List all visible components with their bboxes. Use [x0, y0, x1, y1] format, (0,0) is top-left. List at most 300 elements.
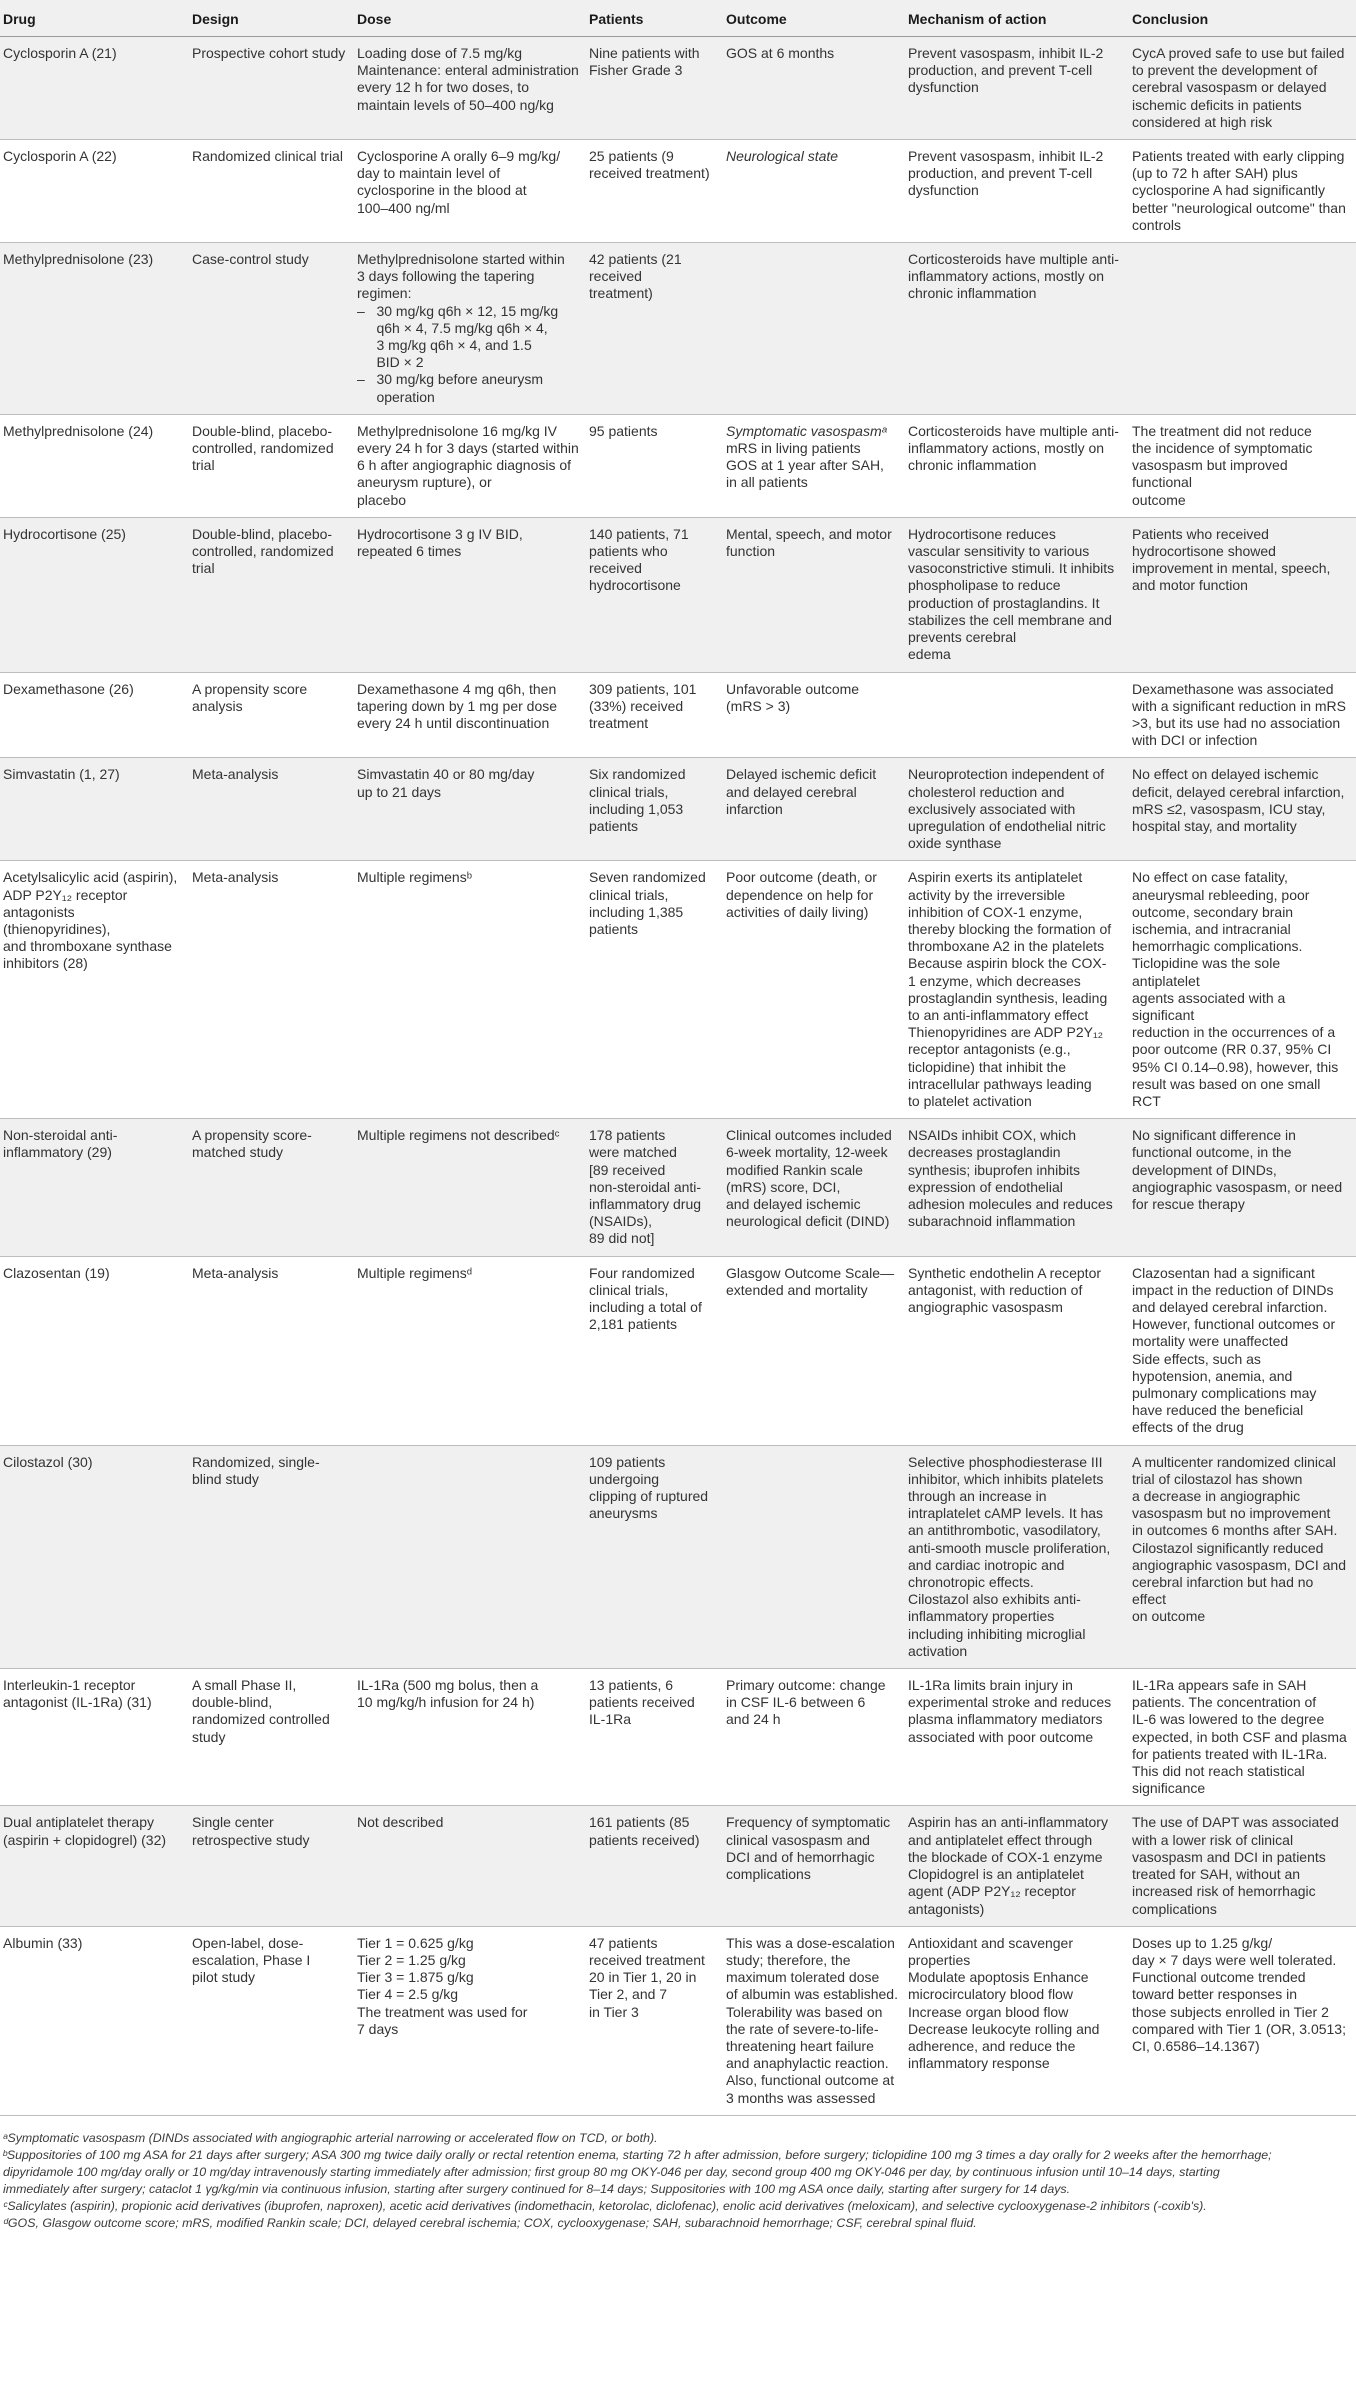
cell-line: Glasgow Outcome Scale— [726, 1264, 895, 1281]
cell-line: Neuroprotection independent of [908, 766, 1105, 783]
cell-line: through an increase in [908, 1488, 1047, 1505]
cell-line: for rescue therapy [1132, 1195, 1245, 1212]
cell-line: IL-1Ra appears safe in SAH [1132, 1677, 1307, 1694]
cell-patients [586, 1256, 723, 1445]
cell-line: to prevent the development of [1132, 62, 1318, 79]
cell-line: (NSAIDs), [589, 1213, 652, 1230]
cell-line: microcirculatory blood flow [908, 1986, 1073, 2003]
cell-line: Acetylsalicylic acid (aspirin), [3, 869, 178, 886]
cell-line: phospholipase to reduce [908, 577, 1061, 594]
cell-line: outcome [1132, 491, 1186, 508]
cell-line: and antiplatelet effect through [908, 1831, 1093, 1848]
cell-mechanism [905, 758, 1129, 861]
cell-conclusion [1129, 517, 1356, 672]
cell-line: of albumin was established. [726, 1986, 898, 2003]
cell-line: 20 in Tier 1, 20 in [589, 1969, 697, 1986]
cell-line: agent (ADP P2Y₁₂ receptor [908, 1883, 1076, 1900]
cell-line: patients received [589, 1694, 695, 1711]
cell-line: Methylprednisolone (24) [3, 422, 154, 439]
cell-line: agents associated with a significant [1132, 989, 1290, 1023]
cell-line: better "neurological outcome" than [1132, 199, 1346, 216]
cell-conclusion [1129, 758, 1356, 861]
cell-line: matched study [192, 1144, 284, 1161]
cell-line: up to 21 days [357, 783, 442, 800]
column-header-drug: Drug [0, 0, 189, 37]
cell-line: 2,181 patients [589, 1316, 677, 1333]
cell-mechanism [905, 243, 1129, 415]
cell-line: hospital stay, and mortality [1132, 817, 1297, 834]
cell-line: intraplatelet cAMP levels. It has [908, 1505, 1104, 1522]
cell-line: dysfunction [908, 182, 979, 199]
cell-line: day to maintain level of [357, 165, 501, 182]
cell-line: Hydrocortisone (25) [3, 525, 126, 542]
cell-line: Prospective cohort study [192, 45, 346, 61]
cell-line: mRS in living patients [726, 440, 861, 457]
footnote-line: ᵈGOS, Glasgow outcome score; mRS, modified Rankin scale; DCI, delayed cerebral ischemia; COX, cyclooxygenase; SAH, subarachnoid hemorrhage; CSF, cerebral spinal fluid. [3, 2216, 977, 2230]
cell-line: Prevent vasospasm, inhibit IL-2 [908, 148, 1104, 165]
cell-line: on outcome [1132, 1608, 1206, 1625]
cell-line: Mental, speech, and motor [726, 525, 892, 542]
cell-line: inflammatory (29) [3, 1144, 112, 1161]
cell-line: inhibitors (28) [3, 955, 88, 972]
cell-line: A propensity score [192, 680, 308, 697]
cell-line: clinical vasospasm and [726, 1831, 870, 1848]
cell-mechanism [905, 861, 1129, 1119]
cell-line: trial [192, 457, 215, 474]
footnote-line: ᵇSuppositories of 100 mg ASA for 21 days after surgery; ASA 300 mg twice daily orally or rectal retention enema, starting 72 h after admission, before surgery; ticlopidine 100 mg 3 times a day orally for 2 weeks after the hemorrhage; [3, 2148, 1272, 2162]
footnote-line: immediately after surgery; cataclot 1 γg/kg/min via continuous infusion, starting after surgery continued for 8–14 days; Suppositories with 100 mg ASA once daily, starting after surgery for 14 days. [3, 2182, 1071, 2196]
cell-design [189, 37, 354, 140]
cell-line: CycA proved safe to use but failed [1132, 45, 1345, 61]
cell-conclusion [1129, 1806, 1356, 1926]
cell-line: impact in the reduction of DINDs [1132, 1281, 1334, 1298]
cell-line: antagonist, with reduction of [908, 1281, 1083, 1298]
cell-line: Meta-analysis [192, 766, 279, 783]
cell-line: thromboxane A2 in the platelets [908, 938, 1105, 955]
footnote-line: ᵃSymptomatic vasospasm (DINDs associated with angiographic arterial narrowing or accelerated flow on TCD, or both). [3, 2131, 658, 2145]
column-header-patients: Patients [586, 0, 723, 37]
cell-line: 6-week mortality, 12-week [726, 1144, 888, 1161]
cell-line: However, functional outcomes or [1132, 1316, 1336, 1333]
cell-line: repeated 6 times [357, 543, 462, 560]
table-row [0, 1669, 1356, 1806]
cell-line: complications [726, 1866, 811, 1883]
cell-line: and cardiac inotropic and [908, 1556, 1065, 1573]
table-row [0, 517, 1356, 672]
cell-line: IL-6 was lowered to the degree [1132, 1711, 1325, 1728]
cell-line: A multicenter randomized clinical [1132, 1453, 1336, 1470]
table-row [0, 1926, 1356, 2115]
cell-line: and delayed ischemic [726, 1195, 861, 1212]
cell-line: reduction in the occurrences of a [1132, 1024, 1336, 1041]
cell-outcome [723, 1926, 905, 2115]
cell-design [189, 140, 354, 243]
table-row [0, 243, 1356, 415]
cell-line: production, and prevent T-cell [908, 62, 1093, 79]
cell-line: significance [1132, 1780, 1206, 1797]
cell-line: mortality were unaffected [1132, 1333, 1289, 1350]
cell-line: and anaphylactic reaction. [726, 2055, 889, 2072]
cell-line: vasospasm but improved functional [1132, 457, 1292, 491]
cell-line: expression of endothelial [908, 1178, 1063, 1195]
cell-line: those subjects enrolled in Tier 2 [1132, 2003, 1329, 2020]
cell-dose [354, 1445, 586, 1668]
cell-line: maximum tolerated dose [726, 1969, 880, 1986]
cell-line: inhibitor, which inhibits platelets [908, 1470, 1104, 1487]
cell-line: Multiple regimensᵈ [357, 1264, 472, 1281]
cell-line: 100–400 ng/ml [357, 199, 450, 216]
cell-line: modified Rankin scale [726, 1161, 863, 1178]
cell-line: (33%) received [589, 697, 684, 714]
cell-line: 95 patients [589, 422, 658, 439]
cell-line: 89 did not] [589, 1230, 655, 1247]
cell-patients [586, 1669, 723, 1806]
cell-line: result was based on one small RCT [1132, 1075, 1325, 1109]
cell-line: treatment [589, 714, 649, 731]
cell-drug [0, 1256, 189, 1445]
cell-dose [354, 1119, 586, 1256]
cell-dose [354, 1926, 586, 2115]
cell-line: Tier 2, and 7 [589, 1986, 668, 2003]
cell-line: Corticosteroids have multiple anti- [908, 251, 1119, 268]
cell-mechanism [905, 37, 1129, 140]
cell-line: decreases prostaglandin [908, 1144, 1061, 1161]
cell-line: functional outcome, in the [1132, 1144, 1292, 1161]
cell-line: aneurysm rupture), or [357, 474, 492, 491]
cell-conclusion [1129, 1926, 1356, 2115]
cell-design [189, 1926, 354, 2115]
cell-line: to an anti-inflammatory effect [908, 1006, 1089, 1023]
cell-dose [354, 1669, 586, 1806]
cell-mechanism [905, 414, 1129, 517]
cell-line: No effect on delayed ischemic [1132, 766, 1319, 783]
cell-line: synthesis; ibuprofen inhibits [908, 1161, 1080, 1178]
cell-line: IL-1Ra limits brain injury in [908, 1677, 1073, 1694]
cell-line: adherence, and reduce the [908, 2037, 1076, 2054]
cell-line: Dexamethasone (26) [3, 680, 134, 697]
cell-line: to platelet activation [908, 1092, 1032, 1109]
cell-line: 42 patients (21 [589, 251, 682, 268]
cell-drug [0, 243, 189, 415]
cell-line: q6h × 4, 7.5 mg/kg q6h × 4, [357, 319, 548, 336]
cell-line: Aspirin exerts its antiplatelet [908, 869, 1083, 886]
cell-line: This did not reach statistical [1132, 1763, 1305, 1780]
cell-line: the rate of severe-to-life- [726, 2020, 879, 2037]
cell-line: patients [589, 920, 639, 937]
table-row [0, 1445, 1356, 1668]
cell-line: in CSF IL-6 between 6 [726, 1694, 866, 1711]
cell-outcome [723, 1119, 905, 1256]
cell-line: Multiple regimensᵇ [357, 869, 472, 886]
cell-line: Loading dose of 7.5 mg/kg [357, 45, 523, 61]
cell-line: Thienopyridines are ADP P2Y₁₂ [908, 1024, 1104, 1041]
cell-line: Simvastatin 40 or 80 mg/day [357, 766, 535, 783]
cell-line: cyclosporine A had significantly [1132, 182, 1325, 199]
cell-patients [586, 1926, 723, 2115]
cell-drug [0, 1669, 189, 1806]
cell-drug [0, 140, 189, 243]
cell-outcome [723, 1806, 905, 1926]
cell-line: 161 patients (85 [589, 1814, 690, 1831]
cell-line: inflammatory drug [589, 1195, 702, 1212]
cell-patients [586, 1445, 723, 1668]
cell-outcome [723, 1256, 905, 1445]
cell-dose [354, 861, 586, 1119]
cell-line: NSAIDs inhibit COX, which [908, 1127, 1077, 1144]
cell-line: dependence on help for [726, 886, 874, 903]
cell-line: 3 months was assessed [726, 2089, 876, 2106]
cell-line: 13 patients, 6 [589, 1677, 674, 1694]
cell-design [189, 517, 354, 672]
cell-mechanism [905, 1445, 1129, 1668]
cell-line: No significant difference in [1132, 1127, 1296, 1144]
cell-line: chronic inflammation [908, 285, 1037, 302]
cell-drug [0, 414, 189, 517]
cell-line: considered at high risk [1132, 113, 1273, 130]
cell-line: 10 mg/kg/h infusion for 24 h) [357, 1694, 535, 1711]
cell-line: IL-1Ra (500 mg bolus, then a [357, 1677, 539, 1694]
cell-line: Cilostazol also exhibits anti- [908, 1591, 1081, 1608]
cell-line: 25 patients (9 [589, 148, 674, 165]
cell-line: cyclosporine in the blood at [357, 182, 527, 199]
cell-line: Not described [357, 1814, 444, 1831]
cell-line: with DCI or infection [1132, 732, 1258, 749]
cell-line: Prevent vasospasm, inhibit IL-2 [908, 45, 1104, 61]
cell-mechanism [905, 1926, 1129, 2115]
cell-line: Side effects, such as [1132, 1350, 1261, 1367]
table-body [0, 37, 1356, 2116]
cell-line: controlled, randomized [192, 440, 334, 457]
cell-line: Tier 1 = 0.625 g/kg [357, 1934, 474, 1951]
cell-outcome [723, 758, 905, 861]
cell-line: toward better responses in [1132, 1986, 1297, 2003]
cell-design [189, 1256, 354, 1445]
cell-line: hydrocortisone [589, 577, 681, 594]
cell-line: expected, in both CSF and plasma [1132, 1728, 1347, 1745]
cell-line: adhesion molecules and reduces [908, 1195, 1113, 1212]
cell-line: 109 patients [589, 1453, 666, 1470]
cell-line: poor outcome (RR 0.37, 95% CI [1132, 1041, 1332, 1058]
cell-line: patients. The concentration of [1132, 1694, 1317, 1711]
cell-line: received [589, 268, 642, 285]
cell-line: BID × 2 [357, 354, 424, 371]
cell-line: Cyclosporin A (22) [3, 148, 117, 165]
cell-line: inflammatory actions, mostly on [908, 268, 1105, 285]
cell-line: ticlopidine) that inhibit the [908, 1058, 1066, 1075]
table-row [0, 414, 1356, 517]
cell-line: upregulation of endothelial nitric [908, 817, 1106, 834]
table-row [0, 1256, 1356, 1445]
cell-line: aneurysms [589, 1505, 658, 1522]
cell-line: trial [192, 560, 215, 577]
cell-line: Functional outcome trended [1132, 1969, 1306, 1986]
cell-patients [586, 758, 723, 861]
cell-design [189, 414, 354, 517]
cell-line: intracellular pathways leading [908, 1075, 1092, 1092]
cell-line: and motor function [1132, 577, 1248, 594]
table-row [0, 140, 1356, 243]
cell-line: subarachnoid inflammation [908, 1213, 1076, 1230]
cell-line: (up to 72 h after SAH) plus [1132, 165, 1298, 182]
cell-line: No effect on case fatality, [1132, 869, 1288, 886]
cell-line: patients received) [589, 1831, 700, 1848]
cell-line: Six randomized [589, 766, 686, 783]
cell-patients [586, 672, 723, 758]
cell-conclusion [1129, 1669, 1356, 1806]
cell-line: study [192, 1728, 226, 1745]
cell-line: including 1,385 [589, 903, 684, 920]
cell-patients [586, 861, 723, 1119]
column-header-outcome: Outcome [723, 0, 905, 37]
cell-line: dysfunction [908, 79, 979, 96]
cell-line: Double-blind, placebo- [192, 525, 333, 542]
cell-line: improvement in mental, speech, [1132, 560, 1331, 577]
cell-line: Methylprednisolone (23) [3, 251, 154, 268]
cell-patients [586, 243, 723, 415]
cell-drug [0, 1119, 189, 1256]
cell-line: Neurological state [726, 148, 839, 165]
cell-line: Unfavorable outcome [726, 680, 860, 697]
cell-line: vasospasm but no improvement [1132, 1505, 1331, 1522]
cell-line: Double-blind, placebo- [192, 422, 333, 439]
cell-line: Corticosteroids have multiple anti- [908, 422, 1119, 439]
cell-line: chronotropic effects. [908, 1574, 1034, 1591]
cell-line: >3, but its use had no association [1132, 714, 1341, 731]
cell-line: The treatment was used for [357, 2003, 528, 2020]
cell-line: vascular sensitivity to various [908, 543, 1090, 560]
cell-line: every 24 h for 3 days (started within [357, 440, 579, 457]
cell-line: Albumin (33) [3, 1934, 83, 1951]
cell-line: experimental stroke and reduces [908, 1694, 1112, 1711]
footnote-line: ᶜSalicylates (aspirin), propionic acid derivatives (ibuprofen, naproxen), acetic acid derivatives (indomethacin, ketorolac, diclofenac), enolic acid derivatives (meloxicam), and selective cyclooxygenase-2 inhibitors (-coxib's). [3, 2199, 1207, 2213]
cell-line: treatment) [589, 285, 653, 302]
cell-line: Nine patients with [589, 45, 700, 61]
cell-line: ischemic deficits in patients [1132, 96, 1302, 113]
cell-line: [89 received [589, 1161, 666, 1178]
cell-drug [0, 1806, 189, 1926]
header-row [0, 0, 1356, 37]
cell-line: Cilostazol significantly reduced [1132, 1539, 1324, 1556]
cell-line: – 30 mg/kg before aneurysm [357, 371, 543, 388]
cell-line: with a lower risk of clinical [1132, 1831, 1294, 1848]
cell-line: with a significant reduction in mRS [1132, 697, 1346, 714]
cell-dose [354, 758, 586, 861]
cell-mechanism [905, 1806, 1129, 1926]
cell-line: Symptomatic vasospasmᵃ [726, 422, 887, 439]
cell-line: A propensity score- [192, 1127, 312, 1144]
cell-line: received treatment) [589, 165, 710, 182]
cell-design [189, 861, 354, 1119]
cell-line: Antioxidant and scavenger [908, 1934, 1073, 1951]
cell-line: 140 patients, 71 [589, 525, 689, 542]
cell-line: Patients treated with early clipping [1132, 148, 1345, 165]
cell-outcome [723, 414, 905, 517]
column-header-dose: Dose [354, 0, 586, 37]
cell-line: Dexamethasone was associated [1132, 680, 1334, 697]
cell-patients [586, 140, 723, 243]
cell-line: activity by the irreversible [908, 886, 1066, 903]
cell-line: This was a dose-escalation [726, 1934, 895, 1951]
table-row [0, 758, 1356, 861]
cell-line: clipping of ruptured [589, 1488, 709, 1505]
cell-line: Poor outcome (death, or [726, 869, 877, 886]
cell-conclusion [1129, 243, 1356, 415]
cell-mechanism [905, 140, 1129, 243]
cell-line: the blockade of COX-1 enzyme [908, 1848, 1103, 1865]
cell-line: Aspirin has an anti-inflammatory [908, 1814, 1108, 1831]
cell-line: for patients treated with IL-1Ra. [1132, 1745, 1328, 1762]
cell-design [189, 1119, 354, 1256]
cell-line: 309 patients, 101 [589, 680, 697, 697]
cell-line: Because aspirin block the COX- [908, 955, 1107, 972]
cell-patients [586, 1119, 723, 1256]
cell-line: edema [908, 646, 951, 663]
cell-dose [354, 1806, 586, 1926]
cell-conclusion [1129, 37, 1356, 140]
cell-line: GOS at 6 months [726, 45, 835, 61]
cell-line: antagonists (thienopyridines), [3, 903, 111, 937]
cell-line: angiographic vasospasm, or need [1132, 1178, 1343, 1195]
cell-line: 178 patients [589, 1127, 666, 1144]
cell-line: antagonist (IL-1Ra) (31) [3, 1694, 152, 1711]
table-row [0, 672, 1356, 758]
cell-drug [0, 517, 189, 672]
column-header-design: Design [189, 0, 354, 37]
cell-outcome [723, 672, 905, 758]
cell-line: activities of daily living) [726, 903, 869, 920]
cell-design [189, 672, 354, 758]
cell-line: every 12 h for two doses, to [357, 79, 529, 96]
cell-line: Tolerability was based on [726, 2003, 883, 2020]
cell-line: operation [357, 388, 435, 405]
cell-line: Also, functional outcome at [726, 2072, 895, 2089]
cell-conclusion [1129, 1445, 1356, 1668]
cell-line: ischemia, and intracranial [1132, 920, 1291, 937]
cell-line: associated with poor outcome [908, 1728, 1094, 1745]
cell-line: cerebral infarction but had no effect [1132, 1574, 1318, 1608]
cell-mechanism [905, 1119, 1129, 1256]
cell-patients [586, 517, 723, 672]
cell-line: Multiple regimens not describedᶜ [357, 1127, 560, 1144]
cell-line: including a total of [589, 1299, 702, 1315]
cell-line: – 30 mg/kg q6h × 12, 15 mg/kg [357, 302, 559, 319]
cell-line: neurological deficit (DIND) [726, 1213, 890, 1230]
cell-line: inflammatory response [908, 2055, 1050, 2072]
cell-line: Modulate apoptosis Enhance [908, 1969, 1089, 1986]
cell-line: blind study [192, 1470, 259, 1487]
cell-line: 47 patients [589, 1934, 658, 1951]
column-header-conclusion: Conclusion [1129, 0, 1356, 37]
cell-line: the incidence of symptomatic [1132, 440, 1313, 457]
cell-line: threatening heart failure [726, 2037, 874, 2054]
cell-line: Single center [192, 1814, 274, 1831]
cell-drug [0, 1445, 189, 1668]
cell-line: retrospective study [192, 1831, 310, 1848]
cell-line: escalation, Phase I [192, 1951, 311, 1968]
cell-line: thereby blocking the formation of [908, 920, 1112, 937]
cell-line: Ticlopidine was the sole antiplatelet [1132, 955, 1285, 989]
cell-line: analysis [192, 697, 243, 714]
cell-dose [354, 672, 586, 758]
cell-line: complications [1132, 1900, 1217, 1917]
cell-line: IL-1Ra [589, 1711, 632, 1728]
cell-line: development of DINDs, [1132, 1161, 1277, 1178]
cell-line: 3 days following the tapering [357, 268, 535, 285]
footnotes [3, 2130, 1343, 2232]
cell-design [189, 758, 354, 861]
cell-line: receptor antagonists (e.g., [908, 1041, 1071, 1058]
cell-line: and delayed cerebral [726, 783, 857, 800]
